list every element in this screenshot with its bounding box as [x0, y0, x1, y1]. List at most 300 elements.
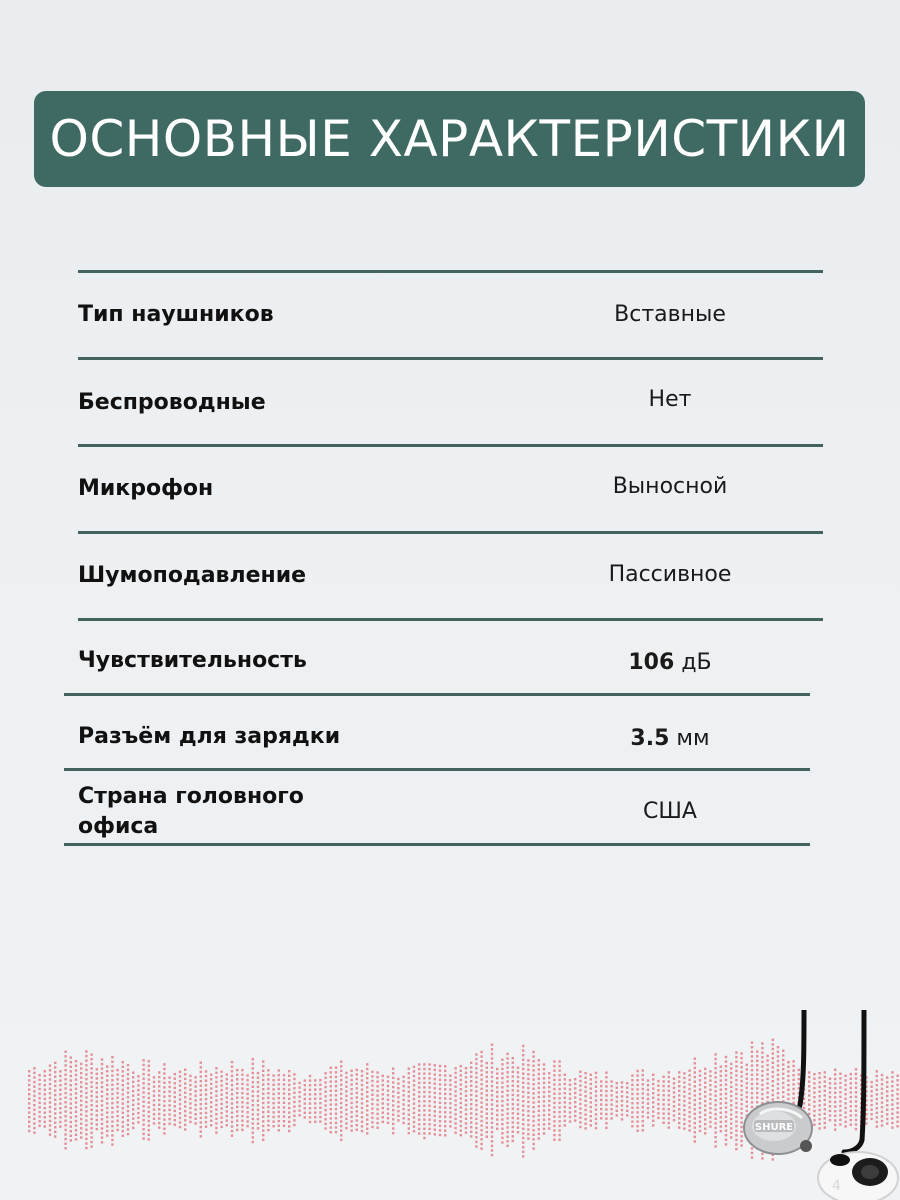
- wave-dot: [439, 1083, 441, 1085]
- wave-dot: [423, 1128, 425, 1130]
- wave-dot: [28, 1070, 30, 1072]
- wave-dot: [70, 1112, 72, 1114]
- wave-dot: [688, 1120, 690, 1122]
- wave-dot: [101, 1137, 103, 1139]
- wave-dot: [714, 1062, 716, 1064]
- wave-dot: [28, 1130, 30, 1132]
- wave-dot: [382, 1121, 384, 1123]
- wave-dot: [90, 1099, 92, 1101]
- wave-dot: [304, 1098, 306, 1100]
- wave-dot: [226, 1124, 228, 1126]
- wave-dot: [553, 1116, 555, 1118]
- wave-dot: [512, 1121, 514, 1123]
- wave-dot: [116, 1124, 118, 1126]
- wave-dot: [319, 1116, 321, 1118]
- wave-dot: [376, 1094, 378, 1096]
- wave-dot: [122, 1125, 124, 1127]
- wave-dot: [480, 1101, 482, 1103]
- wave-dot: [64, 1087, 66, 1089]
- wave-dot: [345, 1113, 347, 1115]
- wave-dot: [506, 1080, 508, 1082]
- wave-dot: [491, 1057, 493, 1059]
- wave-dot: [616, 1100, 618, 1102]
- wave-dot: [252, 1095, 254, 1097]
- wave-dot: [64, 1064, 66, 1066]
- wave-dot: [96, 1110, 98, 1112]
- wave-dot: [408, 1086, 410, 1088]
- wave-dot: [626, 1114, 628, 1116]
- wave-dot: [408, 1127, 410, 1129]
- wave-dot: [553, 1106, 555, 1108]
- wave-dot: [163, 1114, 165, 1116]
- wave-dot: [361, 1088, 363, 1090]
- wave-dot: [345, 1127, 347, 1129]
- wave-dot: [465, 1067, 467, 1069]
- wave-dot: [532, 1078, 534, 1080]
- wave-dot: [631, 1088, 633, 1090]
- earphones-image: [740, 1010, 900, 1200]
- wave-dot: [408, 1109, 410, 1111]
- wave-dot: [319, 1097, 321, 1099]
- wave-dot: [470, 1131, 472, 1133]
- wave-dot: [558, 1102, 560, 1104]
- wave-dot: [132, 1085, 134, 1087]
- wave-dot: [688, 1102, 690, 1104]
- wave-dot: [361, 1121, 363, 1123]
- wave-dot: [402, 1113, 404, 1115]
- wave-dot: [361, 1116, 363, 1118]
- wave-dot: [309, 1075, 311, 1077]
- wave-dot: [174, 1078, 176, 1080]
- wave-dot: [423, 1072, 425, 1074]
- wave-dot: [506, 1122, 508, 1124]
- wave-dot: [730, 1081, 732, 1083]
- wave-dot: [70, 1066, 72, 1068]
- wave-dot: [356, 1124, 358, 1126]
- wave-dot: [350, 1120, 352, 1122]
- wave-dot: [252, 1063, 254, 1065]
- wave-dot: [553, 1088, 555, 1090]
- wave-dot: [408, 1100, 410, 1102]
- wave-dot: [501, 1109, 503, 1111]
- wave-dot: [735, 1143, 737, 1145]
- wave-dot: [652, 1074, 654, 1076]
- wave-dot: [257, 1090, 259, 1092]
- wave-dot: [298, 1091, 300, 1093]
- wave-dot: [174, 1087, 176, 1089]
- wave-dot: [283, 1083, 285, 1085]
- wave-dot: [720, 1112, 722, 1114]
- wave-dot: [460, 1065, 462, 1067]
- wave-dot: [194, 1108, 196, 1110]
- wave-dot: [449, 1093, 451, 1095]
- wave-dot: [532, 1074, 534, 1076]
- wave-dot: [236, 1106, 238, 1108]
- wave-dot: [725, 1079, 727, 1081]
- wave-dot: [210, 1097, 212, 1099]
- wave-dot: [226, 1078, 228, 1080]
- wave-dot: [402, 1103, 404, 1105]
- wave-dot: [506, 1090, 508, 1092]
- wave-dot: [174, 1082, 176, 1084]
- wave-dot: [142, 1114, 144, 1116]
- wave-dot: [54, 1122, 56, 1124]
- wave-dot: [267, 1083, 269, 1085]
- wave-dot: [564, 1074, 566, 1076]
- wave-dot: [309, 1089, 311, 1091]
- wave-dot: [590, 1078, 592, 1080]
- wave-dot: [636, 1111, 638, 1113]
- wave-dot: [210, 1083, 212, 1085]
- wave-dot: [153, 1118, 155, 1120]
- wave-dot: [59, 1084, 61, 1086]
- wave-dot: [668, 1085, 670, 1087]
- wave-dot: [694, 1076, 696, 1078]
- wave-dot: [688, 1129, 690, 1131]
- wave-dot: [512, 1140, 514, 1142]
- wave-dot: [293, 1110, 295, 1112]
- wave-dot: [714, 1081, 716, 1083]
- wave-dot: [85, 1055, 87, 1057]
- wave-dot: [709, 1079, 711, 1081]
- wave-dot: [616, 1087, 618, 1089]
- wave-dot: [480, 1124, 482, 1126]
- wave-dot: [371, 1084, 373, 1086]
- wave-dot: [127, 1078, 129, 1080]
- wave-dot: [210, 1092, 212, 1094]
- wave-dot: [330, 1113, 332, 1115]
- wave-dot: [428, 1114, 430, 1116]
- wave-dot: [439, 1092, 441, 1094]
- wave-dot: [376, 1117, 378, 1119]
- wave-dot: [532, 1147, 534, 1149]
- wave-dot: [361, 1070, 363, 1072]
- wave-dot: [168, 1095, 170, 1097]
- wave-dot: [683, 1123, 685, 1125]
- wave-dot: [538, 1105, 540, 1107]
- wave-dot: [668, 1094, 670, 1096]
- wave-dot: [246, 1074, 248, 1076]
- wave-dot: [605, 1104, 607, 1106]
- wave-dot: [340, 1093, 342, 1095]
- wave-dot: [418, 1105, 420, 1107]
- wave-dot: [532, 1083, 534, 1085]
- wave-dot: [699, 1075, 701, 1077]
- wave-dot: [480, 1134, 482, 1136]
- wave-dot: [522, 1049, 524, 1051]
- wave-dot: [408, 1068, 410, 1070]
- wave-dot: [278, 1092, 280, 1094]
- wave-dot: [267, 1088, 269, 1090]
- wave-dot: [127, 1119, 129, 1121]
- wave-dot: [590, 1106, 592, 1108]
- wave-dot: [688, 1097, 690, 1099]
- wave-dot: [262, 1134, 264, 1136]
- wave-dot: [163, 1095, 165, 1097]
- wave-dot: [366, 1086, 368, 1088]
- wave-dot: [304, 1084, 306, 1086]
- wave-dot: [272, 1097, 274, 1099]
- wave-dot: [548, 1123, 550, 1125]
- wave-dot: [168, 1090, 170, 1092]
- wave-dot: [64, 1069, 66, 1071]
- wave-dot: [366, 1072, 368, 1074]
- wave-dot: [491, 1053, 493, 1055]
- wave-dot: [200, 1135, 202, 1137]
- wave-dot: [501, 1091, 503, 1093]
- wave-dot: [678, 1080, 680, 1082]
- wave-dot: [246, 1125, 248, 1127]
- wave-dot: [662, 1117, 664, 1119]
- wave-dot: [28, 1088, 30, 1090]
- wave-dot: [730, 1118, 732, 1120]
- wave-dot: [340, 1079, 342, 1081]
- wave-dot: [376, 1122, 378, 1124]
- wave-dot: [434, 1064, 436, 1066]
- wave-dot: [647, 1116, 649, 1118]
- wave-dot: [262, 1097, 264, 1099]
- wave-dot: [569, 1084, 571, 1086]
- wave-dot: [517, 1131, 519, 1133]
- wave-dot: [735, 1148, 737, 1150]
- wave-dot: [111, 1125, 113, 1127]
- row-divider: [78, 270, 823, 273]
- wave-dot: [184, 1105, 186, 1107]
- wave-dot: [90, 1145, 92, 1147]
- wave-dot: [75, 1097, 77, 1099]
- wave-dot: [262, 1125, 264, 1127]
- wave-dot: [449, 1098, 451, 1100]
- wave-dot: [730, 1109, 732, 1111]
- wave-dot: [527, 1119, 529, 1121]
- wave-dot: [314, 1111, 316, 1113]
- wave-dot: [200, 1075, 202, 1077]
- wave-dot: [413, 1126, 415, 1128]
- wave-dot: [200, 1094, 202, 1096]
- wave-dot: [631, 1116, 633, 1118]
- wave-dot: [85, 1050, 87, 1052]
- wave-dot: [532, 1111, 534, 1113]
- wave-dot: [699, 1111, 701, 1113]
- wave-dot: [96, 1091, 98, 1093]
- wave-dot: [324, 1095, 326, 1097]
- wave-dot: [652, 1120, 654, 1122]
- wave-dot: [730, 1086, 732, 1088]
- wave-dot: [605, 1127, 607, 1129]
- wave-dot: [272, 1093, 274, 1095]
- wave-dot: [434, 1129, 436, 1131]
- wave-dot: [54, 1131, 56, 1133]
- wave-dot: [413, 1080, 415, 1082]
- wave-dot: [142, 1133, 144, 1135]
- wave-dot: [283, 1125, 285, 1127]
- wave-dot: [558, 1083, 560, 1085]
- wave-dot: [111, 1070, 113, 1072]
- wave-dot: [54, 1076, 56, 1078]
- wave-dot: [283, 1097, 285, 1099]
- wave-dot: [340, 1102, 342, 1104]
- wave-dot: [356, 1096, 358, 1098]
- wave-dot: [54, 1062, 56, 1064]
- wave-dot: [569, 1079, 571, 1081]
- wave-dot: [564, 1092, 566, 1094]
- wave-dot: [283, 1074, 285, 1076]
- wave-dot: [168, 1118, 170, 1120]
- wave-dot: [283, 1120, 285, 1122]
- wave-dot: [647, 1079, 649, 1081]
- wave-dot: [137, 1112, 139, 1114]
- wave-dot: [288, 1075, 290, 1077]
- wave-dot: [470, 1108, 472, 1110]
- wave-dot: [28, 1125, 30, 1127]
- wave-dot: [434, 1078, 436, 1080]
- wave-dot: [439, 1079, 441, 1081]
- wave-dot: [376, 1076, 378, 1078]
- wave-dot: [179, 1085, 181, 1087]
- wave-dot: [683, 1114, 685, 1116]
- wave-dot: [636, 1107, 638, 1109]
- wave-dot: [70, 1075, 72, 1077]
- wave-dot: [595, 1072, 597, 1074]
- spec-value: Пассивное: [608, 562, 732, 587]
- wave-dot: [678, 1085, 680, 1087]
- wave-dot: [579, 1126, 581, 1128]
- wave-dot: [460, 1134, 462, 1136]
- wave-dot: [584, 1086, 586, 1088]
- wave-dot: [59, 1093, 61, 1095]
- wave-dot: [647, 1107, 649, 1109]
- wave-dot: [636, 1125, 638, 1127]
- wave-dot: [122, 1135, 124, 1137]
- wave-dot: [402, 1122, 404, 1124]
- wave-dot: [735, 1088, 737, 1090]
- wave-dot: [569, 1088, 571, 1090]
- wave-dot: [444, 1130, 446, 1132]
- wave-dot: [486, 1094, 488, 1096]
- wave-dot: [512, 1075, 514, 1077]
- wave-dot: [257, 1104, 259, 1106]
- wave-dot: [215, 1085, 217, 1087]
- wave-dot: [699, 1107, 701, 1109]
- wave-dot: [720, 1116, 722, 1118]
- wave-dot: [590, 1115, 592, 1117]
- wave-dot: [548, 1100, 550, 1102]
- wave-dot: [324, 1109, 326, 1111]
- wave-dot: [80, 1100, 82, 1102]
- wave-dot: [200, 1117, 202, 1119]
- wave-dot: [423, 1109, 425, 1111]
- wave-dot: [96, 1114, 98, 1116]
- wave-dot: [564, 1124, 566, 1126]
- wave-dot: [80, 1127, 82, 1129]
- wave-dot: [49, 1074, 51, 1076]
- wave-dot: [215, 1104, 217, 1106]
- wave-dot: [335, 1090, 337, 1092]
- wave-dot: [200, 1066, 202, 1068]
- wave-dot: [283, 1092, 285, 1094]
- wave-dot: [189, 1084, 191, 1086]
- wave-dot: [257, 1100, 259, 1102]
- wave-dot: [49, 1111, 51, 1113]
- wave-dot: [75, 1092, 77, 1094]
- wave-dot: [241, 1087, 243, 1089]
- wave-dot: [356, 1129, 358, 1131]
- wave-dot: [517, 1126, 519, 1128]
- wave-dot: [631, 1102, 633, 1104]
- wave-dot: [236, 1078, 238, 1080]
- wave-dot: [730, 1077, 732, 1079]
- wave-dot: [106, 1098, 108, 1100]
- wave-dot: [730, 1136, 732, 1138]
- wave-dot: [605, 1118, 607, 1120]
- wave-dot: [454, 1132, 456, 1134]
- wave-dot: [678, 1094, 680, 1096]
- wave-dot: [512, 1103, 514, 1105]
- wave-dot: [361, 1093, 363, 1095]
- wave-dot: [96, 1073, 98, 1075]
- wave-dot: [694, 1136, 696, 1138]
- wave-dot: [236, 1069, 238, 1071]
- wave-dot: [558, 1106, 560, 1108]
- wave-dot: [408, 1114, 410, 1116]
- wave-dot: [28, 1098, 30, 1100]
- wave-dot: [106, 1079, 108, 1081]
- wave-dot: [101, 1072, 103, 1074]
- wave-dot: [392, 1132, 394, 1134]
- wave-dot: [64, 1115, 66, 1117]
- wave-dot: [460, 1079, 462, 1081]
- wave-dot: [200, 1103, 202, 1105]
- wave-dot: [704, 1100, 706, 1102]
- wave-dot: [553, 1120, 555, 1122]
- wave-dot: [44, 1112, 46, 1114]
- wave-dot: [127, 1105, 129, 1107]
- wave-dot: [142, 1110, 144, 1112]
- spec-value: [560, 724, 780, 754]
- wave-dot: [647, 1112, 649, 1114]
- wave-dot: [501, 1123, 503, 1125]
- wave-dot: [28, 1079, 30, 1081]
- wave-dot: [28, 1121, 30, 1123]
- wave-dot: [231, 1070, 233, 1072]
- wave-dot: [231, 1107, 233, 1109]
- wave-dot: [205, 1080, 207, 1082]
- wave-dot: [215, 1067, 217, 1069]
- wave-dot: [106, 1075, 108, 1077]
- wave-dot: [194, 1122, 196, 1124]
- wave-dot: [688, 1093, 690, 1095]
- wave-dot: [423, 1123, 425, 1125]
- wave-dot: [64, 1133, 66, 1135]
- wave-dot: [538, 1119, 540, 1121]
- wave-dot: [116, 1074, 118, 1076]
- wave-dot: [496, 1128, 498, 1130]
- wave-dot: [595, 1122, 597, 1124]
- wave-dot: [454, 1122, 456, 1124]
- wave-dot: [215, 1081, 217, 1083]
- wave-dot: [595, 1113, 597, 1115]
- wave-dot: [127, 1133, 129, 1135]
- wave-dot: [631, 1079, 633, 1081]
- wave-dot: [132, 1072, 134, 1074]
- wave-dot: [397, 1087, 399, 1089]
- wave-dot: [699, 1070, 701, 1072]
- wave-dot: [574, 1096, 576, 1098]
- wave-dot: [356, 1110, 358, 1112]
- wave-dot: [101, 1058, 103, 1060]
- wave-dot: [324, 1091, 326, 1093]
- wave-dot: [527, 1078, 529, 1080]
